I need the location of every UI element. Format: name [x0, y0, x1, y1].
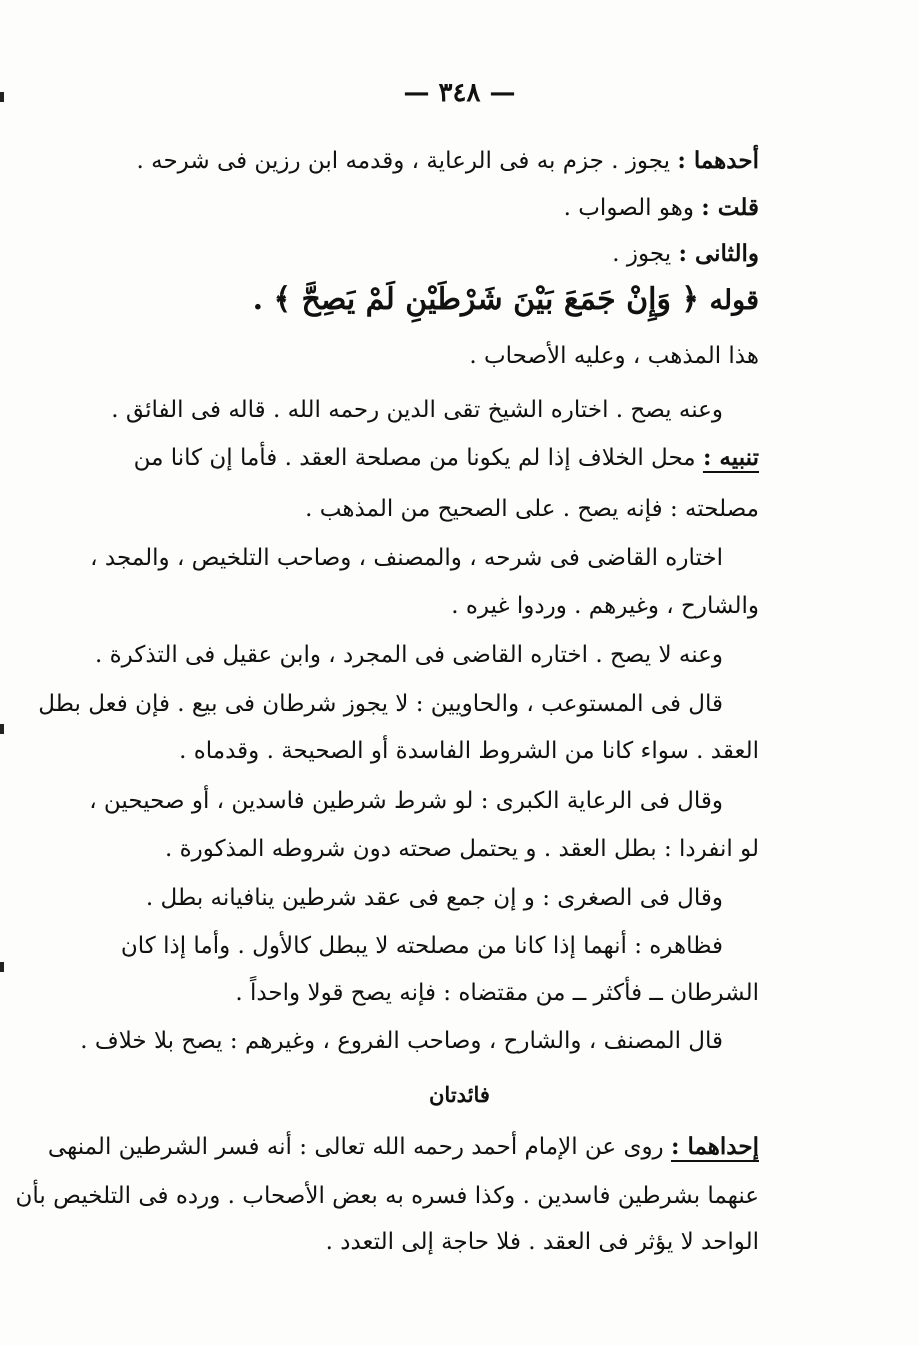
text-line — [145, 880, 723, 916]
line-lead: قوله — [709, 285, 759, 316]
text-line — [133, 440, 759, 476]
line-lead: إحداهما : — [670, 1133, 759, 1160]
line-text: روى عن الإمام أحمد رحمه الله تعالى : أنه فسر الشرطين المنهى — [47, 1134, 671, 1160]
line-text: وعنه لا يصح . اختاره القاضى فى المجرد ، وابن عقيل فى التذكرة . — [95, 642, 723, 668]
line-text: وهو الصواب . — [563, 195, 702, 221]
line-text: العقد . سواء كانا من الشروط الفاسدة أو الصحيحة . وقدماه . — [179, 738, 759, 764]
text-line — [157, 338, 759, 374]
line-text: وعنه يصح . اختاره الشيخ تقى الدين رحمه الله . قاله فى الفائق . — [111, 397, 723, 423]
text-line — [47, 1129, 759, 1165]
quote-line — [157, 282, 759, 319]
text-line — [89, 783, 723, 819]
text-line — [136, 143, 759, 179]
line-text: يجوز . — [612, 241, 679, 267]
line-text: مصلحته : فإنه يصح . على الصحيح من المذهب . — [305, 496, 759, 522]
scan-edge-mark — [0, 962, 4, 972]
line-text: اختاره القاضى فى شرحه ، والمصنف ، وصاحب التلخيص ، والمجد ، — [90, 545, 723, 571]
line-text: وقال فى الصغرى : و إن جمع فى عقد شرطين ينافيانه بطل . — [145, 885, 723, 911]
line-text: عنهما بشرطين فاسدين . وكذا فسره به بعض الأصحاب . ورده فى التلخيص بأن — [15, 1183, 759, 1209]
line-text: الشرطان ــ فأكثر ــ من مقتضاه : فإنه يصح قولا واحداً . — [235, 980, 759, 1006]
text-line — [157, 1224, 759, 1260]
text-line — [120, 928, 723, 964]
text-line — [157, 733, 759, 769]
line-text: وقال فى الرعاية الكبرى : لو شرط شرطين فاسدين ، أو صحيحين ، — [89, 788, 723, 814]
line-text: هذا المذهب ، وعليه الأصحاب . — [469, 343, 759, 369]
line-text: محل الخلاف إذا لم يكونا من مصلحة العقد . فأما إن كانا من — [133, 445, 703, 471]
section-heading: فائدتان — [429, 1082, 490, 1107]
text-line — [157, 975, 759, 1011]
text-line — [90, 540, 723, 576]
text-line — [157, 588, 759, 624]
line-lead: أحدهما : — [677, 147, 759, 174]
line-text: يجوز . جزم به فى الرعاية ، وقدمه ابن رزين فى شرحه . — [136, 148, 678, 174]
line-text: قال المصنف ، والشارح ، وصاحب الفروع ، وغيرهم : يصح بلا خلاف . — [80, 1028, 723, 1054]
text-line — [157, 491, 759, 527]
line-lead: والثانى : — [678, 240, 759, 267]
line-text: والشارح ، وغيرهم . وردوا غيره . — [451, 593, 759, 619]
text-line — [95, 637, 723, 673]
line-text: قال فى المستوعب ، والحاويين : لا يجوز شرطان فى بيع . فإن فعل بطل — [38, 691, 723, 717]
text-line — [38, 686, 723, 722]
scan-edge-mark — [0, 92, 4, 102]
line-text: لو انفردا : بطل العقد . و يحتمل صحته دون شروطه المذكورة . — [165, 836, 759, 862]
quoted-text: ﴿ وَإِنْ جَمَعَ بَيْنَ شَرْطَيْنِ لَمْ يَصِحَّ ﴾ . — [252, 282, 710, 317]
text-line — [157, 831, 759, 867]
line-lead: تنبيه : — [702, 444, 759, 471]
text-line — [157, 190, 759, 226]
text-line — [80, 1023, 723, 1059]
line-lead: قلت : — [701, 194, 759, 221]
text-line — [157, 236, 759, 272]
line-text: الواحد لا يؤثر فى العقد . فلا حاجة إلى التعدد . — [325, 1229, 759, 1255]
scan-edge-mark — [0, 724, 4, 734]
page-number: — ٣٤٨ — — [403, 78, 516, 108]
text-line — [15, 1178, 759, 1214]
line-text: فظاهره : أنهما إذا كانا من مصلحته لا يبطل كالأول . وأما إذا كان — [120, 933, 723, 959]
text-line — [111, 392, 723, 428]
